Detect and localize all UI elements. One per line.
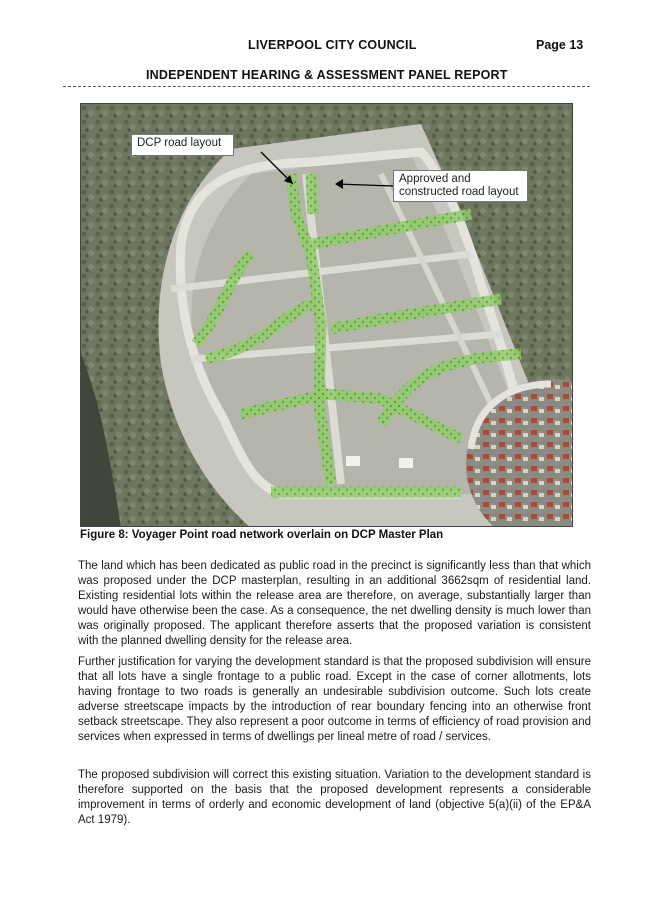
header-council: LIVERPOOL CITY COUNCIL [248,38,417,52]
aerial-figure [80,103,573,527]
header-page-number: Page 13 [536,38,584,52]
header-divider [63,86,590,87]
body-paragraph-1: The land which has been dedicated as public road in the precinct is significantly less than that which was proposed under the DCP masterplan, resulting in an additional 3662sqm of residential land. Existing residential lots within the release area are therefore, on average, substantially larger than would have otherwise been the case. As a consequence, the net dwelling density is much lower than was originally proposed. The applicant therefore asserts that the proposed variation is consistent with the planned dwelling density for the release area. [78,560,591,648]
callout-approved-road-layout: Approved and constructed road layout [393,170,528,202]
body-paragraph-2: Further justification for varying the development standard is that the proposed subdivision will ensure that all lots have a single frontage to a public road. Except in the case of corner allotments, lots having frontage to two roads is generally an undesirable subdivision outcome. Such lots create adverse streetscape impacts by the introduction of rear boundary fencing into an otherwise front setback streetscape. They also represent a poor outcome in terms of efficiency of road provision and services when expressed in terms of dwellings per lineal metre of road / services. [78,656,591,744]
callout-dcp-road-layout: DCP road layout [131,134,234,156]
figure-caption: Figure 8: Voyager Point road network overlain on DCP Master Plan [80,529,444,541]
house-1 [346,456,360,466]
aerial-map [81,104,573,527]
body-paragraph-3: The proposed subdivision will correct this existing situation. Variation to the development standard is therefore supported on the basis that the proposed development represents a considerable improvement in terms of orderly and economic development of land (objective 5(a)(ii) of the EP&A Act 1979). [78,769,591,827]
header-report-title: INDEPENDENT HEARING & ASSESSMENT PANEL REPORT [146,68,508,82]
house-2 [399,458,413,468]
dcp-road-north [311,174,313,214]
